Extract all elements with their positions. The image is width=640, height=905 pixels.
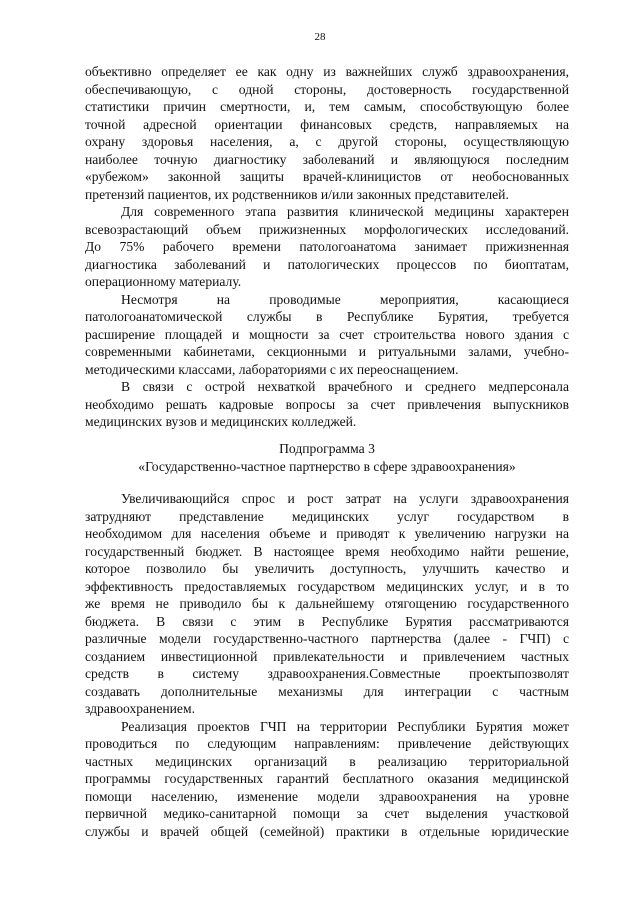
text-line: современными кабинетами, секционными и ритуальными залами, учебно-	[85, 344, 569, 359]
text-line: претензий пациентов, их родственников и/или законных представителей.	[85, 186, 509, 202]
text-line: всевозрастающий объем прижизненных морфологических исследований.	[85, 221, 569, 237]
text-line: операционному материалу.	[85, 274, 242, 289]
text-line: Несмотря на проводимые мероприятия, касающиеся	[121, 291, 569, 307]
text-line: В связи с острой нехваткой врачебного и среднего медперсонала	[121, 379, 569, 394]
text-line: программы государственных гарантий бесплатного оказания медицинской	[85, 771, 569, 786]
subprogram-title: Подпрограмма 3	[279, 441, 375, 456]
subprogram-subtitle: «Государственно-частное партнерство в сфере здравоохранения»	[138, 459, 516, 474]
text-line: здравоохранением.	[85, 701, 195, 716]
text-line: Для современного этапа развития клинической медицины характерен	[121, 204, 569, 219]
text-line: статистики причин смертности, и, тем самым, способствующую более	[85, 99, 569, 114]
text-line: бюджета. В связи с этим в Республике Бурятия рассматриваются	[85, 613, 569, 629]
paragraph-block-1	[85, 63, 569, 431]
text-line: обеспечивающую, с одной стороны, достоверность государственной	[85, 81, 569, 97]
text-line: «рубежом» законной защиты врачей-клиницистов от необоснованных	[85, 169, 569, 184]
text-line: Увеличивающийся спрос и рост затрат на услуги здравоохранения	[121, 491, 569, 506]
text-line: медицинских вузов и медицинских колледжей.	[85, 414, 357, 429]
text-line: До 75% рабочего времени патологоанатома занимает прижизненная	[85, 239, 569, 254]
text-line: необходимо решать кадровые вопросы за счет привлечения выпускников	[85, 396, 569, 412]
text-line: патологоанатомической службы в Республике Бурятия, требуется	[85, 309, 569, 324]
text-line: создавать дополнительные механизмы для интеграции с частным	[85, 683, 569, 699]
text-line: точной адресной ориентации финансовых средств, направляемых на	[85, 116, 569, 132]
text-line: эффективность предоставляемых государством медицинских услуг, и в то	[85, 578, 569, 594]
text-line: частных медицинских организаций в реализацию территориальной	[85, 753, 569, 769]
text-line: диагностика заболеваний и патологических процессов по биоптатам,	[85, 256, 569, 272]
text-line: первичной медико-санитарной помощи за счет выделения участковой	[85, 806, 569, 821]
text-line: помощи населению, изменение модели здравоохранения на уровне	[85, 788, 569, 804]
text-line: Реализация проектов ГЧП на территории Республики Бурятия может	[121, 718, 569, 734]
text-line: расширение площадей и мощности за счет строительства нового здания с	[85, 326, 569, 342]
text-line: службы и врачей общей (семейной) практики в отдельные юридические	[85, 823, 569, 839]
text-line: которое позволило бы увеличить доступность, улучшить качество и	[85, 561, 569, 576]
text-line: же время не приводило бы к дальнейшему отягощению государственного	[85, 596, 569, 611]
paragraph-block-2	[85, 490, 569, 840]
text-line: различные модели государственно-частного партнерства (далее - ГЧП) с	[85, 631, 569, 646]
section-heading	[85, 440, 569, 476]
text-line: средств в систему здравоохранения.Совместные проектыпозволят	[85, 666, 569, 681]
text-line: охрану здоровья населения, а, с другой стороны, осуществляющую	[85, 134, 569, 149]
page-number: 28	[314, 31, 326, 43]
text-line: проводиться по следующим направлениям: привлечение действующих	[85, 736, 569, 751]
text-line: государственный бюджет. В настоящее время необходимо найти решение,	[85, 543, 569, 559]
text-line: наиболее точную диагностику заболеваний и являющуюся последним	[85, 151, 569, 167]
text-line: затрудняют представление медицинских услуг государством в	[85, 508, 569, 524]
text-line: созданием инвестиционной привлекательности и привлечением частных	[85, 648, 569, 664]
text-line: объективно определяет ее как одну из важнейших служб здравоохранения,	[85, 64, 569, 79]
text-line: методическими классами, лабораториями с их переоснащением.	[85, 361, 459, 377]
text-line: необходимом для населения объеме и приводят к увеличению нагрузки на	[85, 526, 569, 541]
